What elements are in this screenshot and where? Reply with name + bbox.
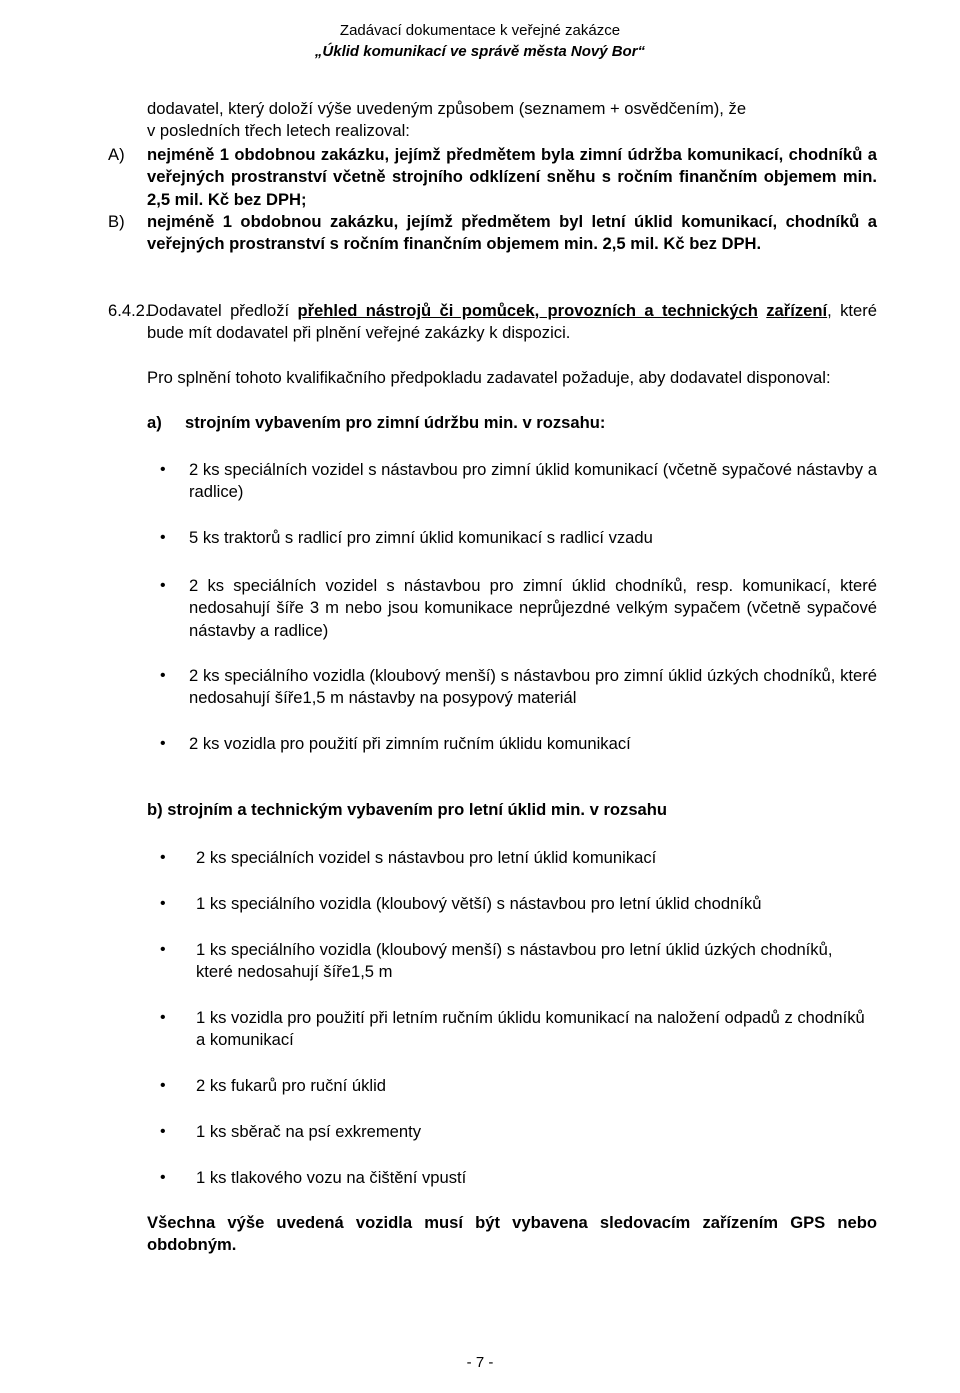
requirement-a-heading: strojním vybavením pro zimní údržbu min. v rozsahu: <box>185 413 606 432</box>
section-text-plain-1: Dodavatel předloží <box>147 301 298 320</box>
summer-list-item: 2 ks fukarů pro ruční úklid <box>196 1076 386 1095</box>
bullet-icon: • <box>160 461 166 478</box>
bullet-icon: • <box>160 941 166 958</box>
winter-list-item: 2 ks speciálních vozidel s nástavbou pro zimní úklid komunikací (včetně sypačové nástavby a radlice) <box>189 460 877 502</box>
intro-paragraph <box>147 98 877 143</box>
header-title: Zadávací dokumentace k veřejné zakázce <box>339 22 621 39</box>
summer-list-item: 1 ks tlakového vozu na čištění vpustí <box>196 1168 467 1187</box>
summer-list-item: 1 ks vozidla pro použití při letním ručním úklidu komunikací na naložení odpadů z chodníků a komunikací <box>196 1008 865 1050</box>
winter-list-item: 5 ks traktorů s radlicí pro zimní úklid komunikací s radlicí vzadu <box>189 528 653 547</box>
bullet-icon: • <box>160 1169 166 1186</box>
section-642-text <box>147 300 877 345</box>
section-text-plain-2: , které bude mít dodavatel při plnění veřejné zakázky k dispozici. <box>147 301 877 343</box>
summer-list-item: 1 ks speciálního vozidla (kloubový větší) s nástavbou pro letní úklid chodníků <box>196 894 762 913</box>
section-text-bold-1: přehled nástrojů či pomůcek, provozních a technických <box>297 301 758 320</box>
bullet-icon: • <box>160 1077 166 1094</box>
item-b-label: B) <box>108 212 125 231</box>
item-b-text: nejméně 1 obdobnou zakázku, jejímž předmětem byl letní úklid komunikací, chodníků a veřejných prostranství s ročním finančním objemem min. 2,5 mil. Kč bez DPH. <box>147 212 877 254</box>
summer-list-item: 2 ks speciálních vozidel s nástavbou pro letní úklid komunikací <box>196 848 657 867</box>
requirement-a-label: a) <box>147 413 162 432</box>
bullet-icon: • <box>160 577 166 594</box>
bullet-icon: • <box>160 849 166 866</box>
winter-list-item: 2 ks speciálního vozidla (kloubový menší) s nástavbou pro zimní úklid úzkých chodníků, které nedosahují šíře1,5 m nástavby na posypový materiál <box>189 666 877 708</box>
summer-heading: b) strojním a technickým vybavením pro letní úklid min. v rozsahu <box>147 800 668 819</box>
winter-list-item: 2 ks vozidla pro použití při zimním ručním úklidu komunikací <box>189 734 631 753</box>
bullet-icon: • <box>160 735 166 752</box>
item-a-label: A) <box>108 145 125 164</box>
section-number: 6.4.2. <box>108 301 150 320</box>
requirement-text: Pro splnění tohoto kvalifikačního předpokladu zadavatel požaduje, aby dodavatel disponoval: <box>147 368 831 387</box>
intro-line-1: dodavatel, který doloží výše uvedeným způsobem (seznamem + osvědčením), že <box>147 99 747 118</box>
section-text-bold-2: zařízení <box>766 301 828 320</box>
page-number: - 7 - <box>466 1354 494 1371</box>
intro-line-2: v posledních třech letech realizoval: <box>147 121 410 141</box>
closing-statement: Všechna výše uvedená vozidla musí být vybavena sledovacím zařízením GPS nebo obdobným. <box>147 1213 877 1255</box>
bullet-icon: • <box>160 895 166 912</box>
winter-list-item: 2 ks speciálních vozidel s nástavbou pro zimní úklid chodníků, resp. komunikací, které nedosahují šíře 3 m nebo jsou komunikace neprůjezdné velkým sypačem (včetně sypačové nástavby a radlice) <box>189 576 877 640</box>
summer-list-item: 1 ks speciálního vozidla (kloubový menší) s nástavbou pro letní úklid úzkých chodníků, které nedosahují šíře1,5 m <box>196 940 833 982</box>
bullet-icon: • <box>160 529 166 546</box>
summer-list-item: 1 ks sběrač na psí exkrementy <box>196 1122 422 1141</box>
item-a-text: nejméně 1 obdobnou zakázku, jejímž předmětem byla zimní údržba komunikací, chodníků a veřejných prostranství včetně strojního odklízení sněhu s ročním finančním objemem min. 2,5 mil. Kč bez DPH; <box>147 145 877 209</box>
bullet-icon: • <box>160 1123 166 1140</box>
header-subtitle: „Úklid komunikací ve správě města Nový Bor“ <box>314 43 646 60</box>
bullet-icon: • <box>160 1009 166 1026</box>
bullet-icon: • <box>160 667 166 684</box>
